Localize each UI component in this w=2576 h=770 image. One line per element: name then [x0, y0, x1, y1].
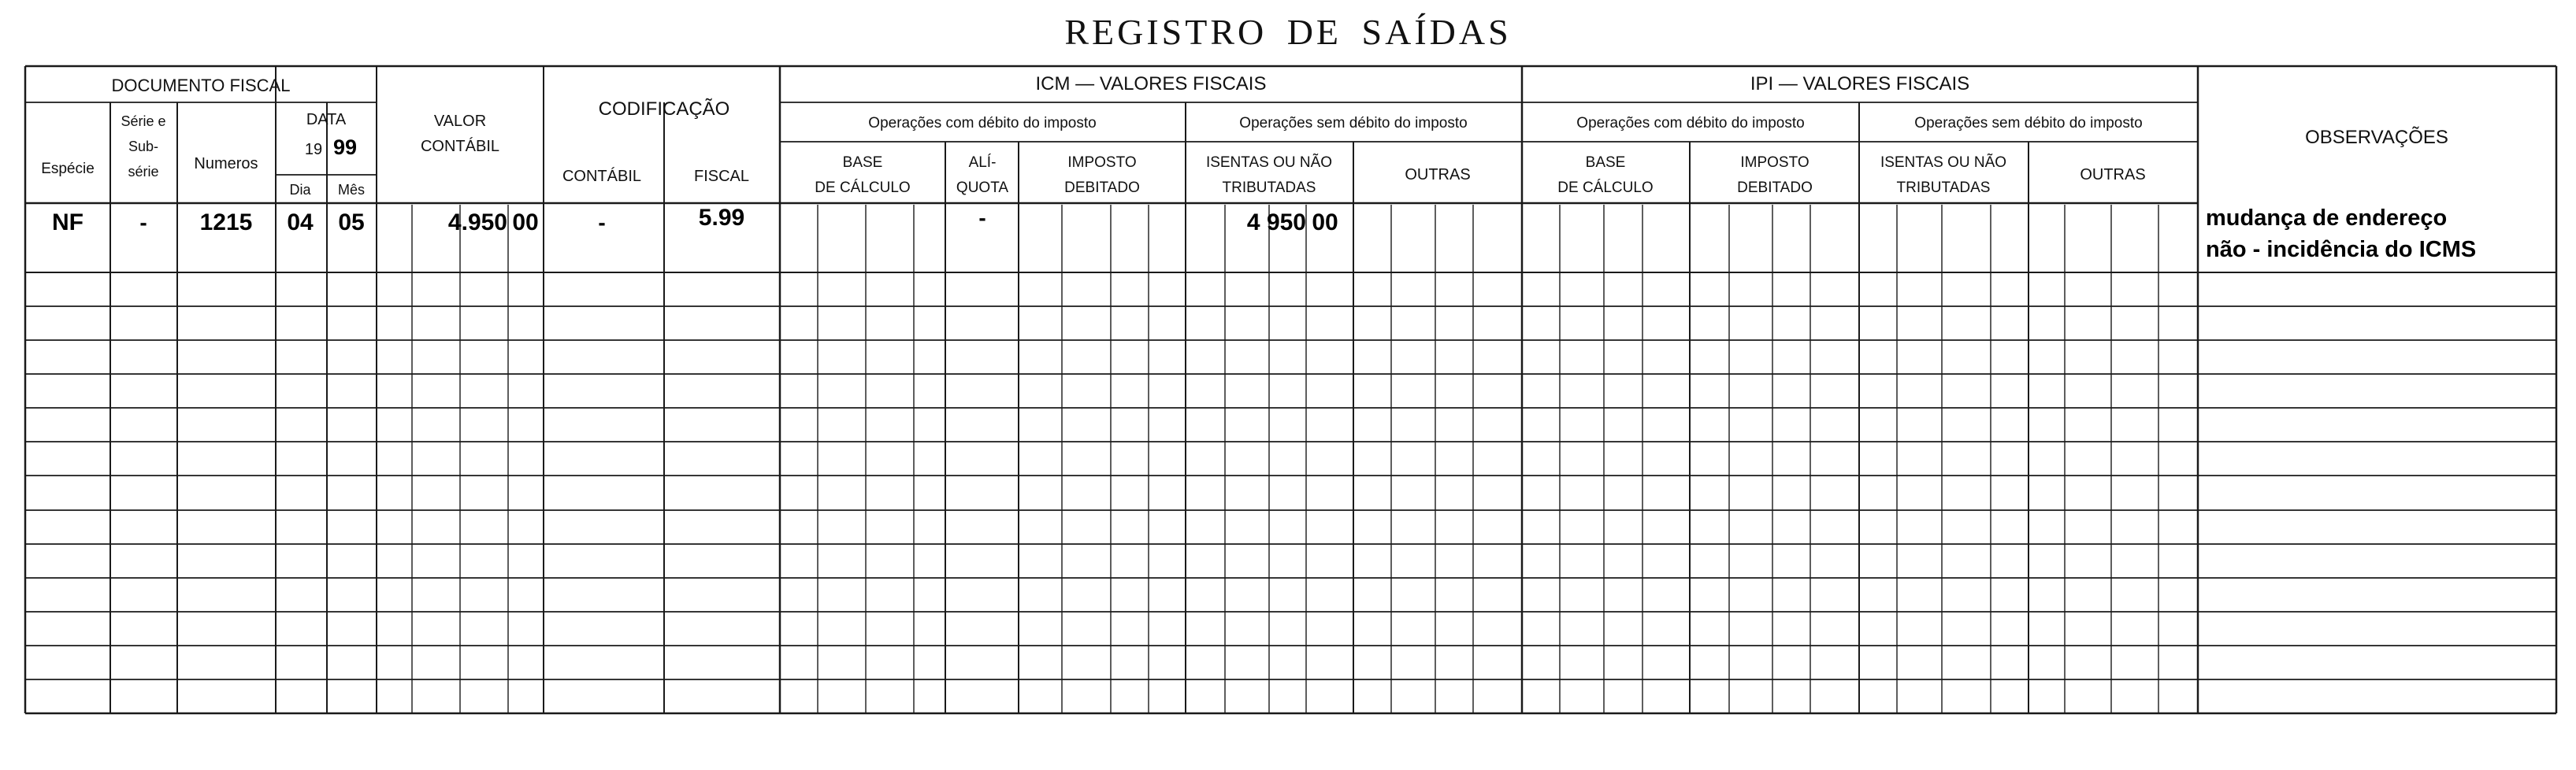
ipi-imposto-header-2: DEBITADO — [1737, 180, 1813, 196]
doc-fiscal-header: DOCUMENTO FISCAL — [111, 76, 291, 95]
mes-header: Mês — [337, 182, 366, 198]
icm-base-header-2: DE CÁLCULO — [815, 180, 911, 196]
codificacao-header: CODIFICAÇÃO — [598, 98, 730, 120]
entry-cod-fiscal: 5.99 — [698, 205, 745, 231]
entry-mes: 05 — [338, 209, 365, 235]
icm-aliquota-header-1: ALÍ- — [968, 154, 997, 171]
data-header: DATA — [306, 111, 347, 128]
icm-imposto-header-1: IMPOSTO — [1067, 154, 1137, 171]
icm-title: ICM — VALORES FISCAIS — [1035, 73, 1267, 94]
entry-cod-contabil: - — [598, 210, 606, 235]
ipi-isentas-header-2: TRIBUTADAS — [1896, 180, 1991, 196]
valor-contabil-header-2: CONTÁBIL — [420, 138, 500, 155]
ipi-title: IPI — VALORES FISCAIS — [1750, 73, 1970, 94]
icm-outras-header: OUTRAS — [1405, 166, 1471, 183]
entry-icm-isentas: 4 950 — [1246, 209, 1306, 235]
entry-serie: - — [139, 210, 147, 235]
dia-header: Dia — [289, 182, 311, 198]
icm-ops-sem-debito: Operações sem débito do imposto — [1239, 115, 1468, 131]
icm-ops-com-debito: Operações com débito do imposto — [868, 115, 1097, 131]
ipi-imposto-header-1: IMPOSTO — [1740, 154, 1810, 171]
ipi-base-header-1: BASE — [1585, 154, 1626, 171]
icm-aliquota-header-2: QUOTA — [956, 180, 1009, 196]
cod-contabil-header: CONTÁBIL — [562, 168, 642, 185]
entry-icm-isentas-cents: 00 — [1312, 209, 1338, 235]
ano-value: 99 — [332, 135, 358, 159]
icm-isentas-header-1: ISENTAS OU NÃO — [1205, 154, 1333, 171]
serie-header-line2: Sub- — [128, 139, 159, 154]
valor-contabil-header-1: VALOR — [433, 113, 487, 130]
ano-prefix: 19 — [304, 141, 323, 158]
cod-fiscal-header: FISCAL — [693, 168, 750, 185]
entry-valor-contabil-cents: 00 — [512, 209, 539, 235]
entry-valor-contabil: 4.950 — [447, 209, 507, 235]
serie-header-line1: Série e — [121, 113, 166, 129]
icm-imposto-header-2: DEBITADO — [1064, 180, 1140, 196]
ipi-outras-header: OUTRAS — [2080, 166, 2146, 183]
observacoes-header: OBSERVAÇÕES — [2305, 127, 2448, 148]
serie-header-line3: série — [128, 164, 159, 180]
numeros-header: Numeros — [194, 155, 258, 172]
entry-observacoes-2: não - incidência do ICMS — [2206, 237, 2477, 262]
entry-icm-aliquota: - — [978, 205, 986, 230]
ipi-ops-com-debito: Operações com débito do imposto — [1576, 115, 1805, 131]
ipi-isentas-header-1: ISENTAS OU NÃO — [1880, 154, 2007, 171]
especie-header: Espécie — [41, 161, 95, 177]
entry-observacoes-1: mudança de endereço — [2206, 205, 2448, 231]
ipi-ops-sem-debito: Operações sem débito do imposto — [1914, 115, 2143, 131]
icm-base-header-1: BASE — [842, 154, 883, 171]
entry-numero: 1215 — [199, 209, 253, 235]
entry-dia: 04 — [287, 209, 314, 235]
ipi-base-header-2: DE CÁLCULO — [1557, 180, 1654, 196]
entry-especie: NF — [52, 209, 84, 235]
icm-isentas-header-2: TRIBUTADAS — [1222, 180, 1316, 196]
page-title: REGISTRO DE SAÍDAS — [1064, 12, 1512, 52]
